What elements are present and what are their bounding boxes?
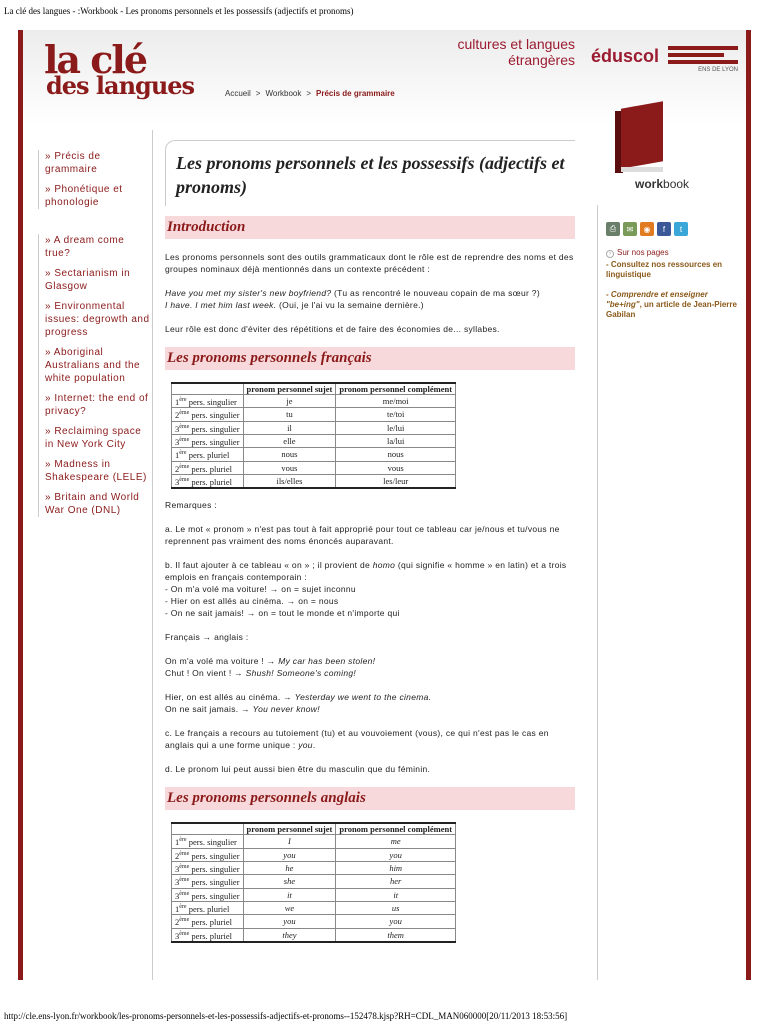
person-ordinal: ème	[179, 877, 190, 884]
person-number: 1	[175, 450, 180, 461]
example-english: Have you met my sister's new boyfriend?	[165, 288, 332, 298]
subject-pronoun: nous	[243, 448, 336, 461]
eduscol-logo[interactable]: éduscol	[591, 46, 660, 66]
person-text: pers. pluriel	[189, 463, 232, 474]
object-pronoun: you	[336, 915, 456, 928]
person-number: 2	[175, 410, 180, 421]
remark-b	[165, 559, 575, 619]
subject-pronoun: you	[243, 915, 336, 928]
english-pronoun-table	[171, 822, 456, 943]
remark-b-line: - On ne sait jamais! → on = tout le monde et n'importe qui	[165, 608, 400, 619]
subject-pronoun: je	[243, 395, 336, 408]
on-example-en: Shush! Someone's coming!	[245, 668, 357, 679]
person-text: pers. singulier	[189, 410, 240, 421]
subject-pronoun: he	[243, 861, 336, 874]
on-example-fr: On ne sait jamais. →	[165, 704, 253, 715]
on-example-fr: Chut ! On vient ! →	[165, 668, 246, 679]
page-title: Les pronoms personnels et les possessifs (adjectifs et pronoms)	[165, 140, 575, 206]
subject-pronoun: elle	[243, 434, 336, 447]
remark-b-line: - Hier on est allés au cinéma. → on = nous	[165, 596, 339, 607]
person-number: 3	[175, 476, 180, 487]
person-number: 3	[175, 423, 180, 434]
subject-pronoun: they	[243, 928, 336, 942]
breadcrumb-current[interactable]: Précis de grammaire	[316, 89, 395, 98]
example-translation: (Oui, je l'ai vu la semaine dernière.)	[276, 300, 424, 310]
person-label	[172, 901, 244, 914]
book-cover	[621, 101, 663, 168]
tagline-line-2: étrangères	[508, 52, 575, 68]
table-row	[172, 395, 456, 408]
subject-pronoun: we	[243, 901, 336, 914]
object-pronoun: me	[336, 835, 456, 848]
person-number: 1	[175, 903, 180, 914]
logo-line-2: des langues	[46, 71, 195, 101]
person-label	[172, 861, 244, 874]
sidebar-item-reclaiming[interactable]: » Reclaiming space in New York City	[45, 426, 142, 450]
object-pronoun: le/lui	[336, 421, 456, 434]
sidebar-item-internet[interactable]: » Internet: the end of privacy?	[45, 393, 149, 417]
on-example-fr: On m'a volé ma voiture ! →	[165, 656, 279, 667]
on-examples-1	[165, 655, 575, 679]
person-label	[172, 875, 244, 888]
person-label	[172, 461, 244, 474]
french-table-body	[172, 395, 456, 489]
sidebar-item-phonetique[interactable]: » Phonétique et phonologie	[45, 184, 123, 208]
person-text: pers. pluriel	[189, 476, 232, 487]
object-pronoun: te/toi	[336, 408, 456, 421]
table-row	[172, 901, 456, 914]
subject-pronoun: vous	[243, 461, 336, 474]
object-pronoun: him	[336, 861, 456, 874]
remark-c-you: you	[298, 740, 313, 751]
remark-d: d. Le pronom lui peut aussi bien être du masculin que du féminin.	[165, 764, 431, 775]
person-ordinal: ème	[179, 436, 190, 443]
person-label	[172, 848, 244, 861]
person-label	[172, 448, 244, 461]
breadcrumb-separator: >	[306, 89, 312, 98]
subject-pronoun: il	[243, 421, 336, 434]
person-text: pers. singulier	[186, 837, 237, 848]
person-ordinal: ème	[179, 917, 190, 924]
print-icon[interactable]: ⎙	[606, 222, 620, 236]
object-pronoun: la/lui	[336, 434, 456, 447]
person-number: 3	[175, 863, 180, 874]
person-text: pers. singulier	[189, 863, 240, 874]
person-number: 2	[175, 463, 180, 474]
breadcrumb-separator: >	[255, 89, 261, 98]
logo-line-1: la clé	[44, 37, 147, 82]
table-header-subject: pronom personnel sujet	[243, 823, 336, 835]
intro-paragraph: Les pronoms personnels sont des outils grammaticaux dont le rôle est de reprendre des noms et des groupes nominaux déjà mentionnés dans un contexte précédent :	[165, 252, 574, 274]
sidebar-item-sectarianism[interactable]: » Sectarianism in Glasgow	[45, 268, 131, 292]
workbook-logo[interactable]	[615, 105, 720, 195]
breadcrumb-workbook[interactable]: Workbook	[265, 89, 302, 98]
example-english: I have. I met him last week.	[165, 300, 277, 310]
section-heading-french-pronouns: Les pronoms personnels français	[165, 347, 575, 370]
person-text: pers. singulier	[189, 877, 240, 888]
sidebar-item-dream[interactable]: » A dream come true?	[45, 235, 125, 259]
table-row	[172, 408, 456, 421]
book-pages	[621, 167, 663, 172]
subject-pronoun: tu	[243, 408, 336, 421]
table-header-object: pronom personnel complément	[336, 823, 456, 835]
remark-b-line: - On m'a volé ma voiture! → on = sujet inconnu	[165, 584, 356, 595]
person-ordinal: ème	[179, 890, 190, 897]
remark-b-text-2: (qui signifie « homme » en latin) et a trois emplois en français contemporain :	[165, 560, 567, 583]
object-pronoun: nous	[336, 448, 456, 461]
right-column-divider	[597, 205, 598, 980]
person-label	[172, 928, 244, 942]
left-border	[18, 30, 23, 980]
remark-b-homo: homo	[372, 560, 396, 571]
pdf-header: La clé des langues - :Workbook - Les pronoms personnels et les possessifs (adjectifs et pronoms)	[4, 6, 354, 16]
object-pronoun: them	[336, 928, 456, 942]
person-text: pers. singulier	[189, 423, 240, 434]
table-row	[172, 421, 456, 434]
site-tagline[interactable]	[420, 36, 575, 68]
on-example-en: Yesterday we went to the cinema.	[294, 692, 432, 703]
intro-examples	[165, 287, 575, 311]
person-text: pers. singulier	[189, 850, 240, 861]
on-example-en: You never know!	[252, 704, 320, 715]
subject-pronoun: it	[243, 888, 336, 901]
subject-pronoun: ils/elles	[243, 474, 336, 488]
english-table-body	[172, 835, 456, 942]
table-row	[172, 928, 456, 942]
ens-logo[interactable]	[668, 46, 738, 73]
link-be-ing[interactable]	[606, 290, 741, 320]
subject-pronoun: you	[243, 848, 336, 861]
person-label	[172, 915, 244, 928]
info-icon: ›	[606, 250, 614, 258]
person-text: pers. singulier	[186, 396, 237, 407]
on-example-fr: Hier, on est allés au cinéma. →	[165, 692, 295, 703]
link-be-ing-rest: , un article de Jean-Pierre Gabilan	[606, 300, 737, 319]
sidebar-item-aboriginal[interactable]: » Aboriginal Australians and the white population	[45, 347, 141, 384]
table-row	[172, 848, 456, 861]
table-row	[172, 915, 456, 928]
remark-b-text: b. Il faut ajouter à ce tableau « on » ; il provient de	[165, 560, 373, 571]
right-column	[606, 222, 741, 330]
person-ordinal: ème	[179, 863, 190, 870]
person-text: pers. singulier	[189, 436, 240, 447]
mail-icon[interactable]: ✉	[623, 222, 637, 236]
person-number: 3	[175, 877, 180, 888]
workbook-label-rest: book	[663, 177, 690, 191]
sidebar-divider	[152, 130, 153, 980]
sur-nos-pages	[606, 248, 741, 258]
sidebar-item-environmental[interactable]: » Environmental issues: degrowth and progress	[45, 301, 150, 338]
person-label	[172, 474, 244, 488]
person-ordinal: ère	[179, 450, 187, 457]
table-row	[172, 448, 456, 461]
remark-c-text: c. Le français a recours au tutoiement (tu) et au vouvoiement (vous), ce qui n'est pas le cas en anglais qui a une forme unique :	[165, 728, 549, 751]
table-header-empty	[172, 823, 244, 835]
breadcrumb-home[interactable]: Accueil	[225, 89, 251, 98]
person-number: 2	[175, 917, 180, 928]
remark-c	[165, 727, 575, 751]
table-row	[172, 461, 456, 474]
person-number: 1	[175, 396, 180, 407]
ens-stripe	[668, 46, 738, 50]
person-number: 1	[175, 837, 180, 848]
table-row	[172, 474, 456, 488]
person-ordinal: ère	[179, 837, 187, 844]
ens-stripe	[668, 60, 738, 64]
table-row	[172, 861, 456, 874]
object-pronoun: me/moi	[336, 395, 456, 408]
remark-a: a. Le mot « pronom » n'est pas tout à fait approprié pour tout ce tableau car je/nous et tu/vous ne reprennent pas vraiment des noms énoncés auparavant.	[165, 524, 560, 547]
tagline-line-1: cultures et langues	[457, 36, 575, 52]
ens-stripe	[668, 53, 724, 57]
french-pronoun-table	[171, 382, 456, 489]
twitter-icon[interactable]: t	[674, 222, 688, 236]
remark-c-end: .	[312, 740, 316, 751]
link-be-ing-title: - Comprendre et enseigner "be+ing"	[606, 290, 708, 309]
person-ordinal: ème	[179, 850, 190, 857]
table-header-subject: pronom personnel sujet	[243, 383, 336, 395]
person-ordinal: ème	[179, 476, 190, 483]
table-row	[172, 835, 456, 848]
table-header-object: pronom personnel complément	[336, 383, 456, 395]
example-translation: (Tu as rencontré le nouveau copain de ma sœur ?)	[331, 288, 540, 298]
person-ordinal: ème	[179, 463, 190, 470]
person-label	[172, 395, 244, 408]
person-ordinal: ère	[179, 903, 187, 910]
workbook-label	[635, 177, 689, 191]
intro-paragraph-2: Leur rôle est donc d'éviter des répétitions et de faire des économies de... syllabes.	[165, 324, 500, 334]
person-number: 3	[175, 930, 180, 941]
sidebar-group-grammar	[38, 150, 150, 209]
on-examples-2	[165, 691, 575, 715]
person-text: pers. pluriel	[186, 903, 230, 914]
object-pronoun: her	[336, 875, 456, 888]
person-ordinal: ère	[179, 397, 187, 403]
sidebar-item-britain[interactable]: » Britain and World War One (DNL)	[45, 492, 140, 516]
person-text: pers. singulier	[189, 890, 240, 901]
french-english-label: Français → anglais :	[165, 632, 249, 643]
site-logo[interactable]	[44, 37, 195, 101]
sidebar-item-madness[interactable]: » Madness in Shakespeare (LELE)	[45, 459, 147, 483]
sur-nos-pages-label: Sur nos pages	[617, 248, 669, 257]
table-row	[172, 434, 456, 447]
object-pronoun: it	[336, 888, 456, 901]
sidebar-item-precis[interactable]: » Précis de grammaire	[45, 151, 101, 175]
section-heading-english-pronouns: Les pronoms personnels anglais	[165, 787, 575, 810]
object-pronoun: us	[336, 901, 456, 914]
rss-icon[interactable]: ◉	[640, 222, 654, 236]
person-label	[172, 408, 244, 421]
person-number: 3	[175, 890, 180, 901]
person-text: pers. pluriel	[186, 450, 230, 461]
table-header-empty	[172, 383, 244, 395]
sidebar	[38, 150, 150, 524]
person-number: 3	[175, 436, 180, 447]
breadcrumb	[225, 89, 395, 98]
object-pronoun: les/leur	[336, 474, 456, 488]
person-label	[172, 888, 244, 901]
remarks-label: Remarques :	[165, 500, 217, 511]
person-ordinal: ème	[179, 930, 190, 937]
link-linguistique[interactable]: - Consultez nos ressources en linguistique	[606, 260, 723, 279]
subject-pronoun: I	[243, 835, 336, 848]
right-border	[746, 30, 751, 980]
on-example-en: My car has been stolen!	[278, 656, 376, 667]
object-pronoun: vous	[336, 461, 456, 474]
table-row	[172, 888, 456, 901]
section-heading-introduction: Introduction	[165, 216, 575, 239]
subject-pronoun: she	[243, 875, 336, 888]
person-ordinal: ème	[179, 423, 190, 430]
table-row	[172, 875, 456, 888]
share-bar	[606, 222, 741, 236]
person-number: 2	[175, 850, 180, 861]
person-label	[172, 434, 244, 447]
edge-strip	[2, 30, 16, 180]
main-content	[165, 140, 575, 953]
person-text: pers. pluriel	[189, 930, 232, 941]
facebook-icon[interactable]: f	[657, 222, 671, 236]
person-text: pers. pluriel	[189, 917, 232, 928]
workbook-label-bold: work	[635, 177, 664, 191]
object-pronoun: you	[336, 848, 456, 861]
pdf-footer: http://cle.ens-lyon.fr/workbook/les-pronoms-personnels-et-les-possessifs-adjectifs-et-pronoms--152478.kjsp?RH=CDL_MAN060000[20/11/2013 18:53:56]	[4, 1011, 568, 1021]
ens-label: ENS DE LYON	[698, 67, 738, 73]
person-ordinal: ème	[179, 410, 190, 417]
person-label	[172, 421, 244, 434]
sidebar-group-topics	[38, 234, 150, 517]
person-label	[172, 835, 244, 848]
